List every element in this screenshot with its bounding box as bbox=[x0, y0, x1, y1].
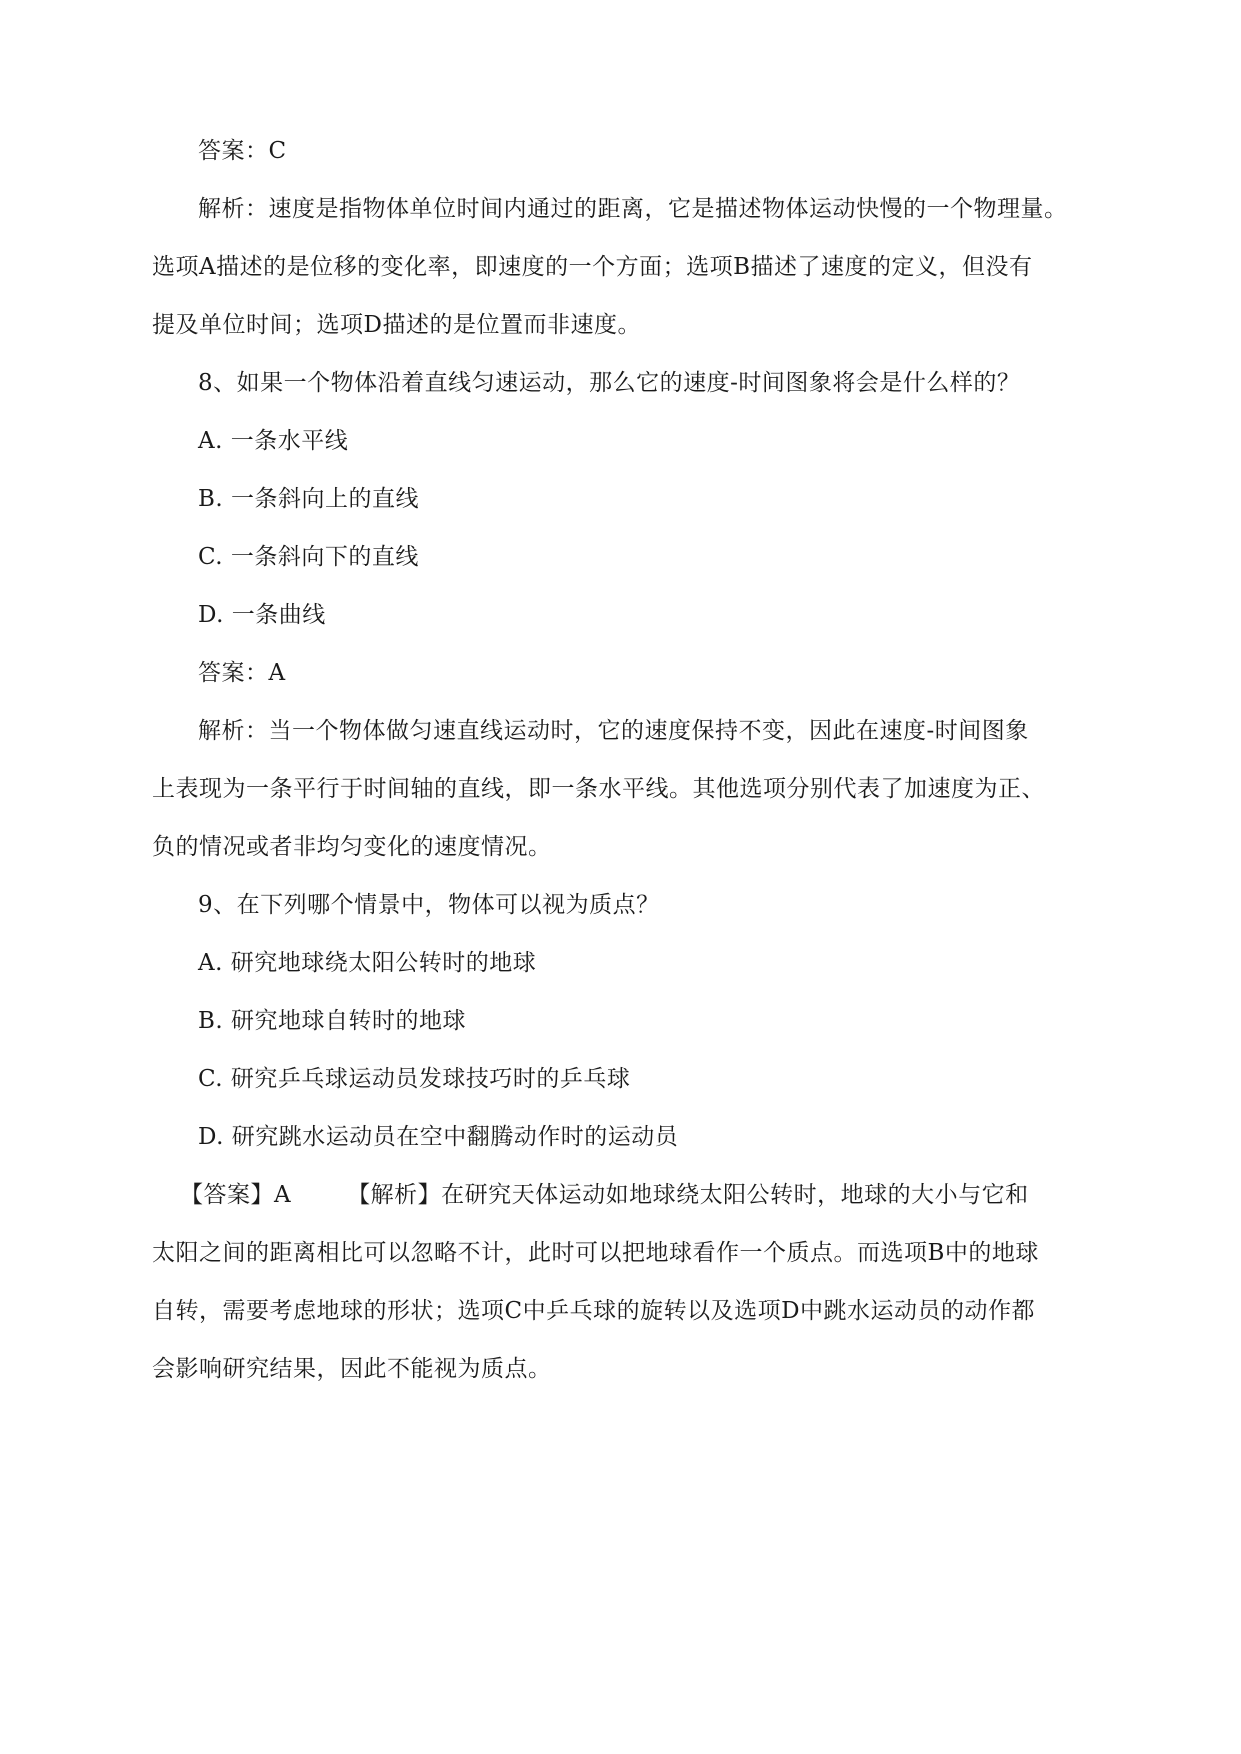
q9-option-a: A. 研究地球绕太阳公转时的地球 bbox=[198, 950, 537, 976]
q7-answer: 答案：C bbox=[198, 138, 287, 164]
q9-analysis-first: 【解析】在研究天体运动如地球绕太阳公转时，地球的大小与它和 bbox=[347, 1182, 1029, 1208]
q9-option-d: D. 研究跳水运动员在空中翻腾动作时的运动员 bbox=[198, 1124, 679, 1150]
q8-question: 8、如果一个物体沿着直线匀速运动，那么它的速度-时间图象将会是什么样的？ bbox=[198, 370, 1021, 396]
q8-analysis-line-2: 上表现为一条平行于时间轴的直线，即一条水平线。其他选项分别代表了加速度为正、 bbox=[152, 776, 1045, 802]
q8-answer: 答案：A bbox=[198, 660, 286, 686]
q8-option-d: D. 一条曲线 bbox=[198, 602, 326, 628]
q9-answer-analysis-line bbox=[180, 1180, 1029, 1210]
q7-analysis-line-2: 选项A描述的是位移的变化率，即速度的一个方面；选项B描述了速度的定义，但没有 bbox=[152, 254, 1033, 280]
q8-option-b: B. 一条斜向上的直线 bbox=[198, 486, 420, 512]
q7-analysis-line-3: 提及单位时间；选项D描述的是位置而非速度。 bbox=[152, 312, 641, 338]
q9-option-b: B. 研究地球自转时的地球 bbox=[198, 1008, 467, 1034]
q8-analysis-line-3: 负的情况或者非均匀变化的速度情况。 bbox=[152, 834, 552, 860]
q9-answer: 【答案】A bbox=[180, 1182, 292, 1208]
q9-question: 9、在下列哪个情景中，物体可以视为质点？ bbox=[198, 892, 660, 918]
q8-option-a: A. 一条水平线 bbox=[198, 428, 349, 454]
q9-option-c: C. 研究乒乓球运动员发球技巧时的乒乓球 bbox=[198, 1066, 631, 1092]
q7-analysis-line-1: 解析：速度是指物体单位时间内通过的距离，它是描述物体运动快慢的一个物理量。 bbox=[198, 196, 1068, 222]
q9-analysis-line-2: 太阳之间的距离相比可以忽略不计，此时可以把地球看作一个质点。而选项B中的地球 bbox=[152, 1240, 1039, 1266]
q9-analysis-line-4: 会影响研究结果，因此不能视为质点。 bbox=[152, 1356, 552, 1382]
q8-option-c: C. 一条斜向下的直线 bbox=[198, 544, 419, 570]
q9-analysis-line-3: 自转，需要考虑地球的形状；选项C中乒乓球的旋转以及选项D中跳水运动员的动作都 bbox=[152, 1298, 1036, 1324]
q8-analysis-line-1: 解析：当一个物体做匀速直线运动时，它的速度保持不变，因此在速度-时间图象 bbox=[198, 718, 1029, 744]
